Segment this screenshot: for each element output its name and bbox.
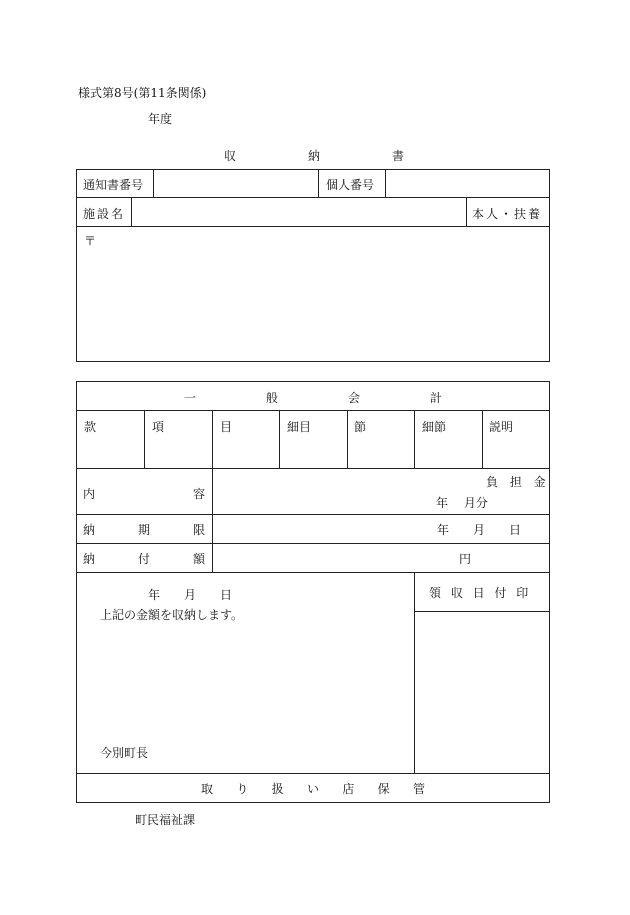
person-type-label: 本人・扶養 — [472, 207, 543, 221]
amount-unit: 円 — [459, 552, 472, 566]
label-char: 内 — [83, 487, 96, 501]
document-title — [224, 147, 404, 164]
label-char: 付 — [137, 552, 150, 566]
title-char: 書 — [391, 149, 404, 163]
column-setsu: 節 — [354, 420, 367, 434]
footer-char: 管 — [412, 782, 425, 796]
personal-number-label: 個人番号 — [326, 178, 375, 192]
divider — [414, 611, 550, 612]
label-char: 額 — [192, 552, 205, 566]
divider — [76, 572, 550, 573]
divider — [76, 468, 550, 469]
footer-char: 保 — [377, 782, 390, 796]
label-char: 容 — [192, 487, 205, 501]
divider — [76, 197, 550, 198]
divider — [131, 197, 132, 226]
notice-number-label: 通知書番号 — [83, 178, 144, 192]
divider — [414, 572, 415, 773]
divider — [318, 169, 319, 197]
label-char: 納 — [83, 523, 96, 537]
postal-mark: 〒 — [84, 234, 97, 248]
divider — [385, 169, 386, 197]
receipt-statement: 上記の金額を収納します。 — [100, 608, 244, 622]
column-saimoku: 細目 — [287, 420, 312, 434]
divider — [466, 197, 467, 226]
header-char: 一 — [184, 391, 197, 405]
divider — [76, 514, 550, 515]
footer-char: 店 — [342, 782, 355, 796]
column-setsumei: 説明 — [489, 420, 514, 434]
fiscal-year-label: 年度 — [148, 112, 173, 126]
divider — [347, 410, 348, 468]
footer-char: 扱 — [271, 782, 284, 796]
form-number: 様式第8号(第11条関係) — [78, 86, 207, 100]
divider — [76, 543, 550, 544]
receipt-stamp-label: 領 収 日 付 印 — [429, 586, 532, 600]
divider — [153, 169, 154, 197]
header-char: 会 — [347, 391, 360, 405]
footer-char: 取 — [201, 782, 214, 796]
footer-char: り — [236, 782, 249, 796]
divider — [212, 410, 213, 468]
divider — [76, 773, 550, 774]
department-name: 町民福祉課 — [135, 813, 196, 827]
footer-char: い — [306, 782, 319, 796]
general-account-header — [184, 389, 442, 406]
mayor-signature: 今別町長 — [100, 746, 149, 760]
burden-period: 年 月分 — [436, 496, 488, 510]
receipt-stamp-area[interactable] — [420, 616, 544, 768]
divider — [212, 468, 213, 572]
column-saisetsu: 細節 — [422, 420, 447, 434]
header-char: 般 — [265, 391, 278, 405]
burden-label: 負 担 金 — [486, 475, 550, 489]
divider — [144, 410, 145, 468]
receipt-date: 年 月 日 — [148, 588, 233, 602]
divider — [76, 410, 550, 411]
divider — [414, 410, 415, 468]
content-label — [83, 485, 205, 502]
deadline-value: 年 月 日 — [437, 523, 522, 537]
amount-label — [83, 550, 205, 567]
divider — [279, 410, 280, 468]
column-kou: 項 — [152, 420, 165, 434]
label-char: 限 — [192, 523, 205, 537]
title-char: 収 — [224, 149, 237, 163]
label-char: 期 — [137, 523, 150, 537]
handling-store-footer — [201, 780, 425, 797]
divider — [482, 410, 483, 468]
header-char: 計 — [429, 391, 442, 405]
title-char: 納 — [307, 149, 320, 163]
label-char: 納 — [83, 552, 96, 566]
column-kan: 款 — [84, 420, 97, 434]
deadline-label — [83, 521, 205, 538]
facility-label: 施設名 — [83, 207, 126, 221]
column-moku: 目 — [220, 420, 233, 434]
divider — [76, 226, 550, 227]
